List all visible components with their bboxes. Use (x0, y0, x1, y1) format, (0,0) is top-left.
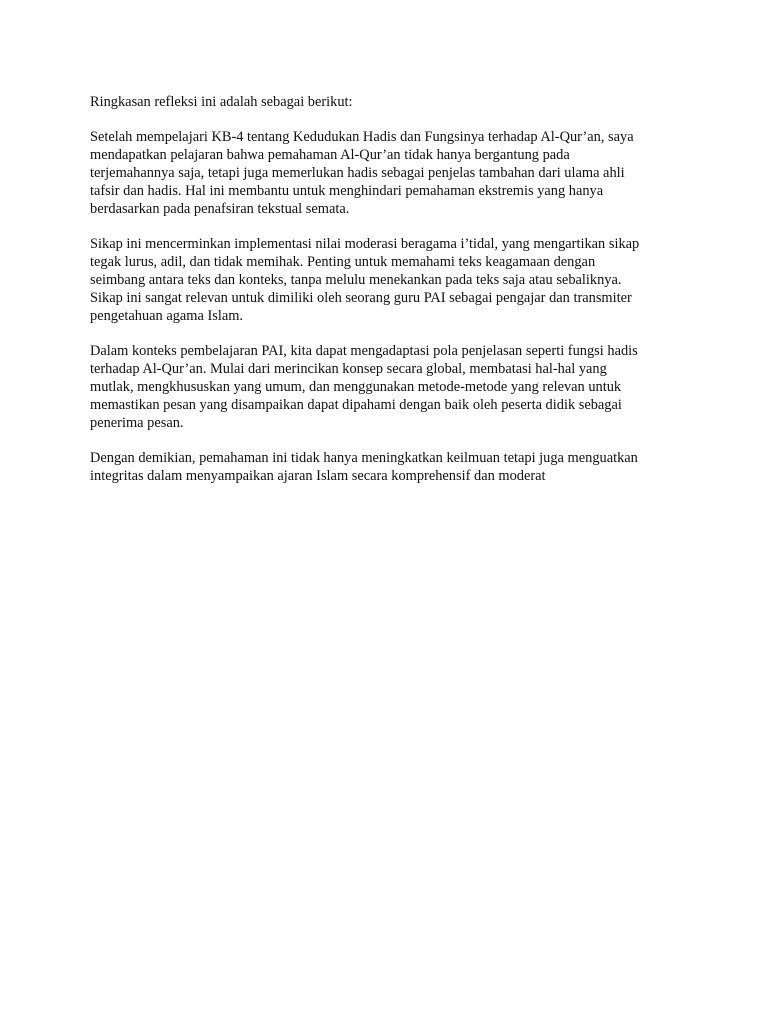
paragraph-line: tegak lurus, adil, dan tidak memihak. Penting untuk memahami teks keagamaan dengan (90, 254, 596, 270)
paragraph-line: tafsir dan hadis. Hal ini membantu untuk menghindari pemahaman ekstremis yang hanya (90, 183, 604, 199)
paragraph-line: integritas dalam menyampaikan ajaran Islam secara komprehensif dan moderat (90, 468, 546, 484)
paragraph-3 (90, 342, 680, 432)
paragraph-line: Sikap ini sangat relevan untuk dimiliki oleh seorang guru PAI sebagai pengajar dan transmiter (90, 290, 632, 306)
paragraph-line: Dalam konteks pembelajaran PAI, kita dapat mengadaptasi pola penjelasan seperti fungsi hadis (90, 343, 638, 359)
paragraph-2 (90, 235, 680, 325)
paragraph-line: Setelah mempelajari KB-4 tentang Kedudukan Hadis dan Fungsinya terhadap Al-Qur’an, saya (90, 129, 634, 145)
paragraph-line: Sikap ini mencerminkan implementasi nilai moderasi beragama i’tidal, yang mengartikan sikap (90, 236, 640, 252)
paragraph-1 (90, 128, 680, 218)
paragraph-line: mutlak, mengkhususkan yang umum, dan menggunakan metode-metode yang relevan untuk (90, 379, 622, 395)
document-page (90, 93, 680, 502)
paragraph-line: seimbang antara teks dan konteks, tanpa melulu menekankan pada teks saja atau sebaliknya. (90, 272, 622, 288)
paragraph-line: Dengan demikian, pemahaman ini tidak hanya meningkatkan keilmuan tetapi juga menguatkan (90, 450, 638, 466)
paragraph-line: berdasarkan pada penafsiran tekstual semata. (90, 201, 350, 217)
paragraph-4 (90, 449, 680, 485)
paragraph-line: terhadap Al-Qur’an. Mulai dari merincikan konsep secara global, membatasi hal-hal yang (90, 361, 607, 377)
paragraph-line: mendapatkan pelajaran bahwa pemahaman Al-Qur’an tidak hanya bergantung pada (90, 147, 570, 163)
paragraph-line: memastikan pesan yang disampaikan dapat dipahami dengan baik oleh peserta didik sebagai (90, 397, 622, 413)
paragraph-line: pengetahuan agama Islam. (90, 308, 244, 324)
paragraph-line: penerima pesan. (90, 415, 184, 431)
intro-paragraph (90, 93, 680, 111)
paragraph-line: terjemahannya saja, tetapi juga memerlukan hadis sebagai penjelas tambahan dari ulama ahli (90, 165, 625, 181)
intro-line: Ringkasan refleksi ini adalah sebagai berikut: (90, 94, 353, 110)
